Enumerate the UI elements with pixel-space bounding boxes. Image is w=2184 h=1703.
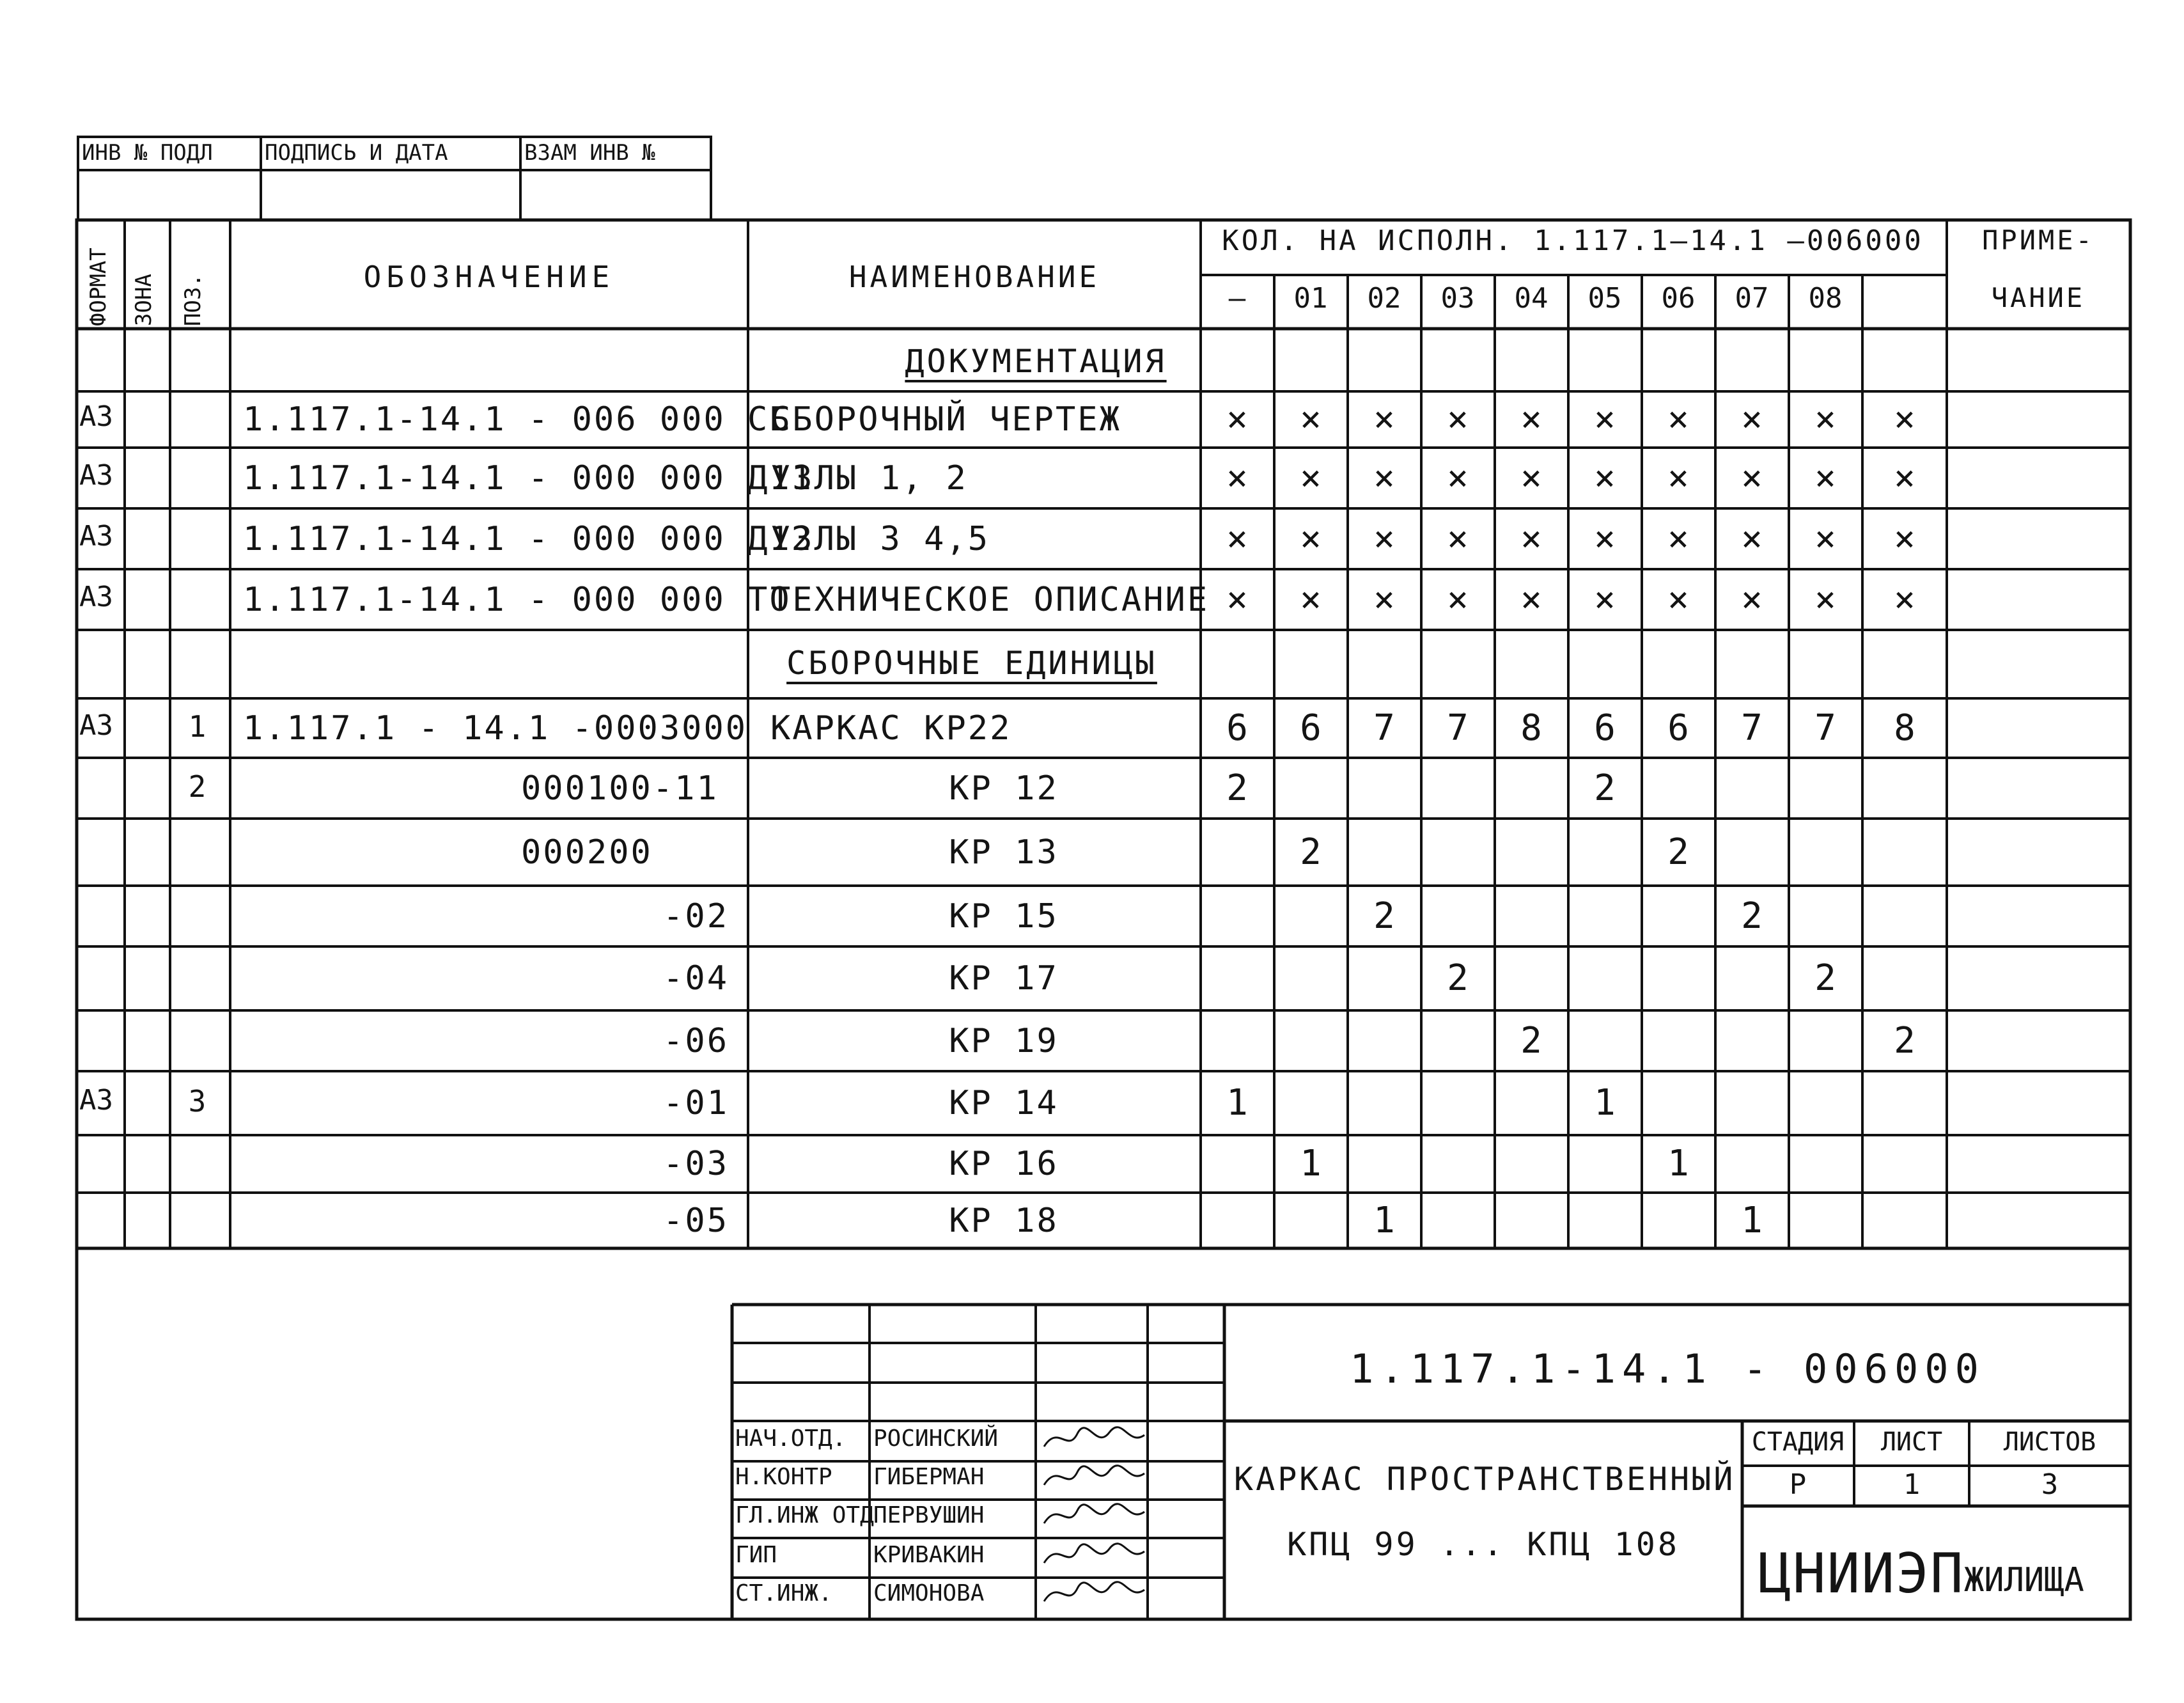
row-naimenovanie: УЗЛЫ 1, 2	[770, 459, 968, 498]
row-qty: 7	[1741, 707, 1763, 749]
row-naimenovanie: УЗЛЫ 3 4,5	[770, 519, 990, 558]
row-oboznachenie: 1.117.1-14.1 - 006 000 СБ	[243, 400, 792, 439]
row-qty: ×	[1373, 578, 1395, 620]
row-qty: ×	[1447, 457, 1469, 499]
row-qty: 2	[1814, 957, 1836, 999]
row-qty: ×	[1300, 398, 1322, 440]
row-naimenovanie: КР 17	[949, 959, 1059, 998]
row-qty: ×	[1814, 398, 1836, 440]
row-oboznachenie: 000100-11	[521, 769, 719, 808]
row-qty: ×	[1894, 578, 1915, 620]
drawing-name-line2: КПЦ 99 ... КПЦ 108	[1287, 1526, 1680, 1563]
staff-name: КРИВАКИН	[873, 1542, 985, 1568]
row-oboznachenie: -02	[663, 897, 729, 936]
row-qty: ×	[1520, 398, 1542, 440]
row-qty: 7	[1447, 707, 1469, 749]
staff-role: СТ.ИНЖ.	[735, 1580, 832, 1606]
row-qty: ×	[1741, 517, 1763, 560]
row-qty: 2	[1667, 831, 1689, 873]
row-qty: ×	[1741, 457, 1763, 499]
row-qty: ×	[1894, 457, 1915, 499]
row-qty: 6	[1226, 707, 1248, 749]
row-qty: ×	[1300, 517, 1322, 560]
row-format: А3	[79, 519, 113, 553]
org-name-big: ЦНИИЭП	[1758, 1542, 1965, 1606]
row-oboznachenie: 000200	[521, 833, 653, 872]
kol-col-0: —	[1228, 282, 1246, 315]
header-zona: ЗОНА	[131, 274, 157, 326]
row-qty: ×	[1667, 517, 1689, 560]
listov-value: 3	[2041, 1468, 2059, 1501]
kol-col-4: 04	[1514, 282, 1548, 315]
row-qty: 2	[1741, 895, 1763, 937]
row-qty: ×	[1447, 517, 1469, 560]
row-qty: ×	[1814, 457, 1836, 499]
header-kol-title: КОЛ. НА ИСПОЛН. 1.117.1—14.1 —006000	[1222, 224, 1924, 257]
row-qty: ×	[1594, 398, 1616, 440]
kol-col-3: 03	[1440, 282, 1475, 315]
header-oboznachenie: ОБОЗНАЧЕНИЕ	[363, 260, 615, 294]
row-oboznachenie: -03	[663, 1145, 729, 1183]
staff-role: Н.КОНТР	[735, 1464, 832, 1490]
section-assembly-units: СБОРОЧНЫЕ ЕДИНИЦЫ	[786, 645, 1157, 682]
row-qty: 6	[1667, 707, 1689, 749]
row-naimenovanie: КР 18	[949, 1201, 1059, 1240]
row-naimenovanie: КР 14	[949, 1084, 1059, 1122]
row-qty: ×	[1814, 578, 1836, 620]
row-qty: 2	[1447, 957, 1469, 999]
stamp-podpis: ПОДПИСЬ И ДАТА	[265, 140, 448, 166]
row-qty: ×	[1447, 578, 1469, 620]
staff-role: ГЛ.ИНЖ ОТД	[735, 1502, 874, 1528]
kol-col-1: 01	[1293, 282, 1328, 315]
kol-col-6: 06	[1661, 282, 1696, 315]
row-qty: ×	[1373, 398, 1395, 440]
row-qty: ×	[1373, 457, 1395, 499]
header-primechanie-2: ЧАНИЕ	[1991, 282, 2086, 313]
stamp-inv-podl: ИНВ № ПОДЛ	[82, 140, 213, 166]
row-naimenovanie: СБОРОЧНЫЙ ЧЕРТЕЖ	[770, 400, 1121, 439]
kol-col-5: 05	[1587, 282, 1622, 315]
list-value: 1	[1903, 1468, 1921, 1501]
row-qty: 1	[1373, 1199, 1395, 1241]
listov-label: ЛИСТОВ	[2003, 1427, 2096, 1457]
row-qty: ×	[1741, 398, 1763, 440]
row-qty: 1	[1741, 1199, 1763, 1241]
staff-name: РОСИНСКИЙ	[873, 1425, 999, 1452]
row-qty: ×	[1226, 578, 1248, 620]
row-oboznachenie: -06	[663, 1021, 729, 1060]
row-oboznachenie: 1.117.1-14.1 - 000 000 ТО	[243, 580, 792, 619]
row-oboznachenie: 1.117.1-14.1 - 000 000 Д12	[243, 519, 813, 558]
row-qty: 8	[1520, 707, 1542, 749]
row-qty: 2	[1894, 1019, 1915, 1062]
row-qty: ×	[1594, 517, 1616, 560]
row-qty: ×	[1226, 398, 1248, 440]
row-format: А3	[79, 459, 113, 492]
row-qty: 2	[1594, 767, 1616, 809]
row-qty: 8	[1894, 707, 1915, 749]
row-oboznachenie: 1.117.1-14.1 - 000 000 Д11	[243, 459, 813, 498]
kol-col-8: 08	[1808, 282, 1843, 315]
stamp-vzam: ВЗАМ ИНВ №	[524, 140, 655, 166]
row-qty: 2	[1520, 1019, 1542, 1062]
row-format: А3	[79, 709, 113, 742]
row-oboznachenie: -01	[663, 1084, 729, 1122]
row-qty: 1	[1226, 1082, 1248, 1124]
header-primechanie-1: ПРИМЕ-	[1982, 224, 2094, 256]
row-qty: 6	[1594, 707, 1616, 749]
staff-role: НАЧ.ОТД.	[735, 1425, 846, 1452]
staff-role: ГИП	[735, 1542, 777, 1568]
row-oboznachenie: -04	[663, 959, 729, 998]
row-oboznachenie: 1.117.1 - 14.1 -0003000	[243, 709, 748, 748]
row-qty: ×	[1894, 398, 1915, 440]
stadia-value: Р	[1789, 1468, 1807, 1501]
staff-name: ГИБЕРМАН	[873, 1464, 985, 1490]
row-qty: 6	[1300, 707, 1322, 749]
row-qty: ×	[1226, 517, 1248, 560]
row-qty: ×	[1300, 457, 1322, 499]
row-naimenovanie: КР 16	[949, 1145, 1059, 1183]
row-qty: ×	[1667, 398, 1689, 440]
doc-number: 1.117.1-14.1 - 006000	[1350, 1346, 1985, 1392]
signature-mark	[1039, 1576, 1148, 1612]
row-naimenovanie: КР 12	[949, 769, 1059, 808]
row-format: А3	[79, 400, 113, 433]
row-qty: ×	[1667, 578, 1689, 620]
row-naimenovanie: КР 13	[949, 833, 1059, 872]
header-format: ФОРМАТ	[86, 247, 111, 326]
header-poz: ПОЗ.	[180, 274, 206, 326]
staff-name: СИМОНОВА	[873, 1580, 985, 1606]
row-format: А3	[79, 1084, 113, 1117]
row-naimenovanie: КР 19	[949, 1021, 1059, 1060]
row-naimenovanie: ТЕХНИЧЕСКОЕ ОПИСАНИЕ	[770, 580, 1210, 619]
header-naimenovanie: НАИМЕНОВАНИЕ	[848, 260, 1100, 294]
row-qty: ×	[1300, 578, 1322, 620]
row-qty: ×	[1520, 457, 1542, 499]
row-naimenovanie: КР 15	[949, 897, 1059, 936]
row-qty: ×	[1814, 517, 1836, 560]
row-qty: ×	[1594, 578, 1616, 620]
row-qty: 2	[1373, 895, 1395, 937]
row-qty: 7	[1373, 707, 1395, 749]
row-qty: ×	[1447, 398, 1469, 440]
row-poz: 3	[188, 1084, 208, 1118]
signature-mark	[1039, 1459, 1148, 1495]
list-label: ЛИСТ	[1880, 1427, 1943, 1457]
row-format: А3	[79, 580, 113, 613]
row-oboznachenie: -05	[663, 1201, 729, 1240]
row-qty: 1	[1667, 1143, 1689, 1184]
row-qty: 1	[1300, 1143, 1322, 1184]
staff-name: ПЕРВУШИН	[873, 1502, 985, 1528]
row-poz: 1	[188, 709, 208, 744]
row-qty: ×	[1741, 578, 1763, 620]
row-naimenovanie: КАРКАС КР22	[770, 709, 1012, 748]
row-qty: ×	[1894, 517, 1915, 560]
section-documentation: ДОКУМЕНТАЦИЯ	[905, 343, 1167, 380]
row-qty: ×	[1520, 578, 1542, 620]
row-qty: 2	[1300, 831, 1322, 873]
signature-mark	[1039, 1421, 1148, 1457]
kol-col-2: 02	[1367, 282, 1401, 315]
row-qty: ×	[1373, 517, 1395, 560]
signature-mark	[1039, 1498, 1148, 1534]
row-qty: ×	[1667, 457, 1689, 499]
row-qty: ×	[1226, 457, 1248, 499]
row-qty: 2	[1226, 767, 1248, 809]
row-poz: 2	[188, 769, 208, 804]
org-name-small: ЖИЛИЩА	[1964, 1561, 2084, 1599]
signature-mark	[1039, 1537, 1148, 1573]
row-qty: 7	[1814, 707, 1836, 749]
row-qty: ×	[1594, 457, 1616, 499]
row-qty: ×	[1520, 517, 1542, 560]
stadia-label: СТАДИЯ	[1751, 1427, 1845, 1457]
kol-col-7: 07	[1735, 282, 1769, 315]
row-qty: 1	[1594, 1082, 1616, 1124]
drawing-name-line1: КАРКАС ПРОСТРАНСТВЕННЫЙ	[1234, 1461, 1736, 1498]
